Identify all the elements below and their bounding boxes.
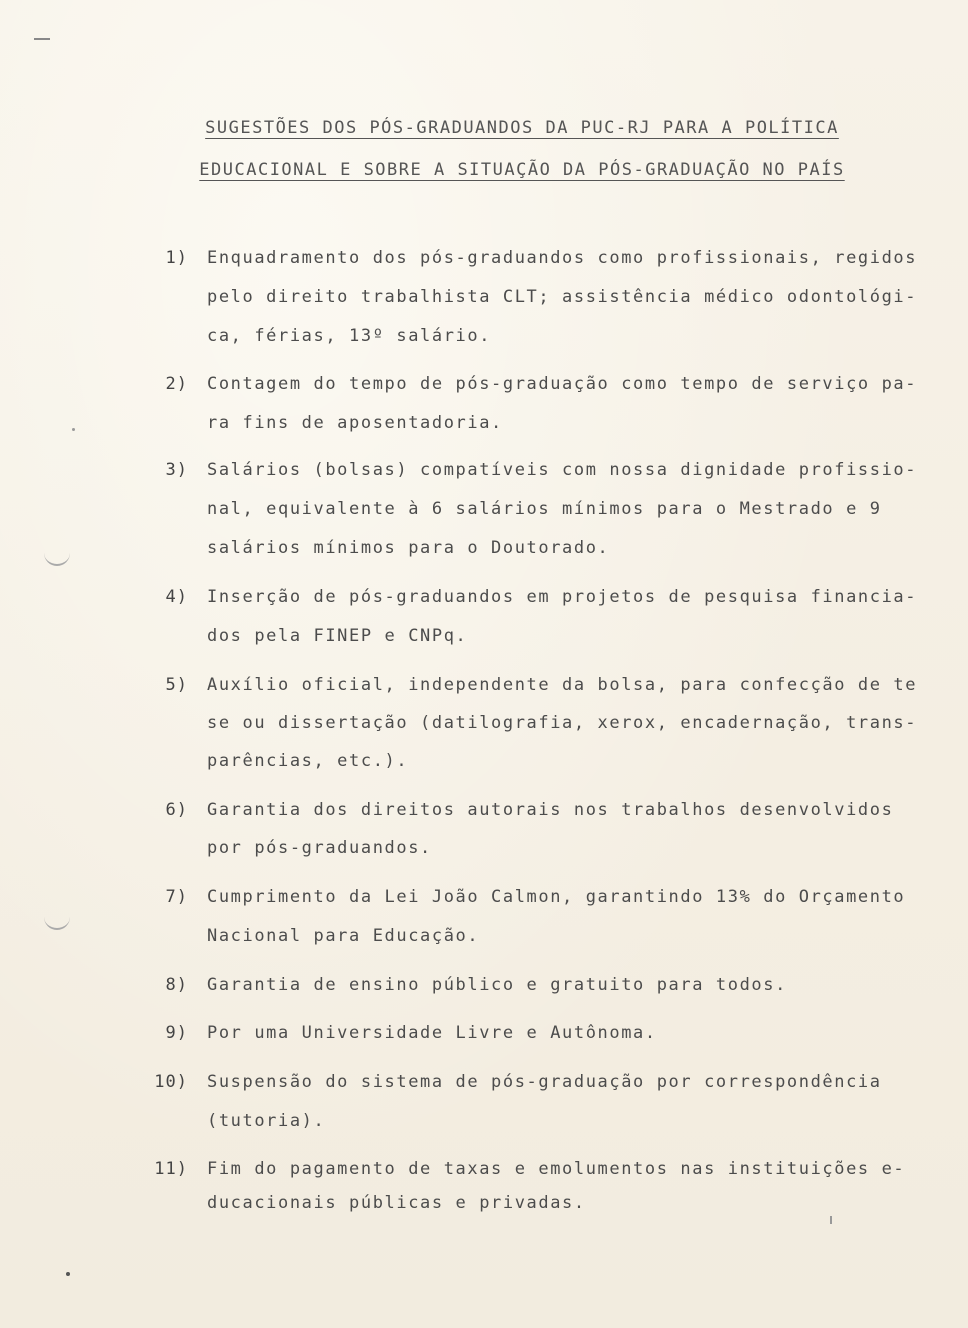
item-text-line: Salários (bolsas) compatíveis com nossa dignidade profissio- — [207, 460, 918, 480]
item-text-line: por pós-graduandos. — [207, 838, 432, 858]
item-text-line: ra fins de aposentadoria. — [207, 413, 503, 433]
paper-speck — [34, 38, 50, 40]
item-text-line: se ou dissertação (datilografia, xerox, encadernação, trans- — [207, 713, 918, 733]
document-title-line-2: EDUCACIONAL E SOBRE A SITUAÇÃO DA PÓS-GRADUAÇÃO NO PAÍS — [199, 160, 845, 180]
item-text-line: Enquadramento dos pós-graduandos como profissionais, regidos — [207, 248, 918, 268]
item-text-line: salários mínimos para o Doutorado. — [207, 538, 610, 558]
item-number: 2) — [165, 374, 188, 394]
item-text-line: Garantia dos direitos autorais nos trabalhos desenvolvidos — [207, 800, 894, 820]
item-text-line: ca, férias, 13º salário. — [207, 326, 492, 346]
item-number: 8) — [165, 975, 188, 995]
item-text-line: Por uma Universidade Livre e Autônoma. — [207, 1023, 657, 1043]
item-number: 4) — [165, 587, 188, 607]
item-text-line: Inserção de pós-graduandos em projetos de pesquisa financia- — [207, 587, 918, 607]
item-text-line: Auxílio oficial, independente da bolsa, para confecção de te — [207, 675, 918, 695]
punch-hole-mark-lower — [44, 912, 70, 930]
paper-speck — [66, 1272, 70, 1276]
paper-speck — [72, 428, 75, 431]
item-number: 6) — [165, 800, 188, 820]
item-number: 9) — [165, 1023, 188, 1043]
item-text-line: Contagem do tempo de pós-graduação como tempo de serviço pa- — [207, 374, 918, 394]
item-text-line: dos pela FINEP e CNPq. — [207, 626, 468, 646]
item-number: 11) — [154, 1159, 188, 1179]
document-title-line-1: SUGESTÕES DOS PÓS-GRADUANDOS DA PUC-RJ PARA A POLÍTICA — [205, 118, 839, 138]
item-text-line: Fim do pagamento de taxas e emolumentos nas instituições e- — [207, 1159, 906, 1179]
item-text-line: nal, equivalente à 6 salários mínimos para o Mestrado e 9 — [207, 499, 882, 519]
item-number: 10) — [154, 1072, 188, 1092]
item-text-line: Suspensão do sistema de pós-graduação por correspondência — [207, 1072, 882, 1092]
item-number: 7) — [165, 887, 188, 907]
item-text-line: Cumprimento da Lei João Calmon, garantindo 13% do Orçamento — [207, 887, 906, 907]
item-text-line: Garantia de ensino público e gratuito para todos. — [207, 975, 787, 995]
item-text-line: Nacional para Educação. — [207, 926, 480, 946]
item-text-line: ducacionais públicas e privadas. — [207, 1193, 586, 1213]
paper-speck — [830, 1216, 832, 1224]
item-text-line: pelo direito trabalhista CLT; assistência médico odontológi- — [207, 287, 918, 307]
item-text-line: (tutoria). — [207, 1111, 326, 1131]
punch-hole-mark-upper — [44, 548, 70, 566]
item-number: 1) — [165, 248, 188, 268]
item-text-line: parências, etc.). — [207, 751, 409, 771]
item-number: 5) — [165, 675, 188, 695]
item-number: 3) — [165, 460, 188, 480]
